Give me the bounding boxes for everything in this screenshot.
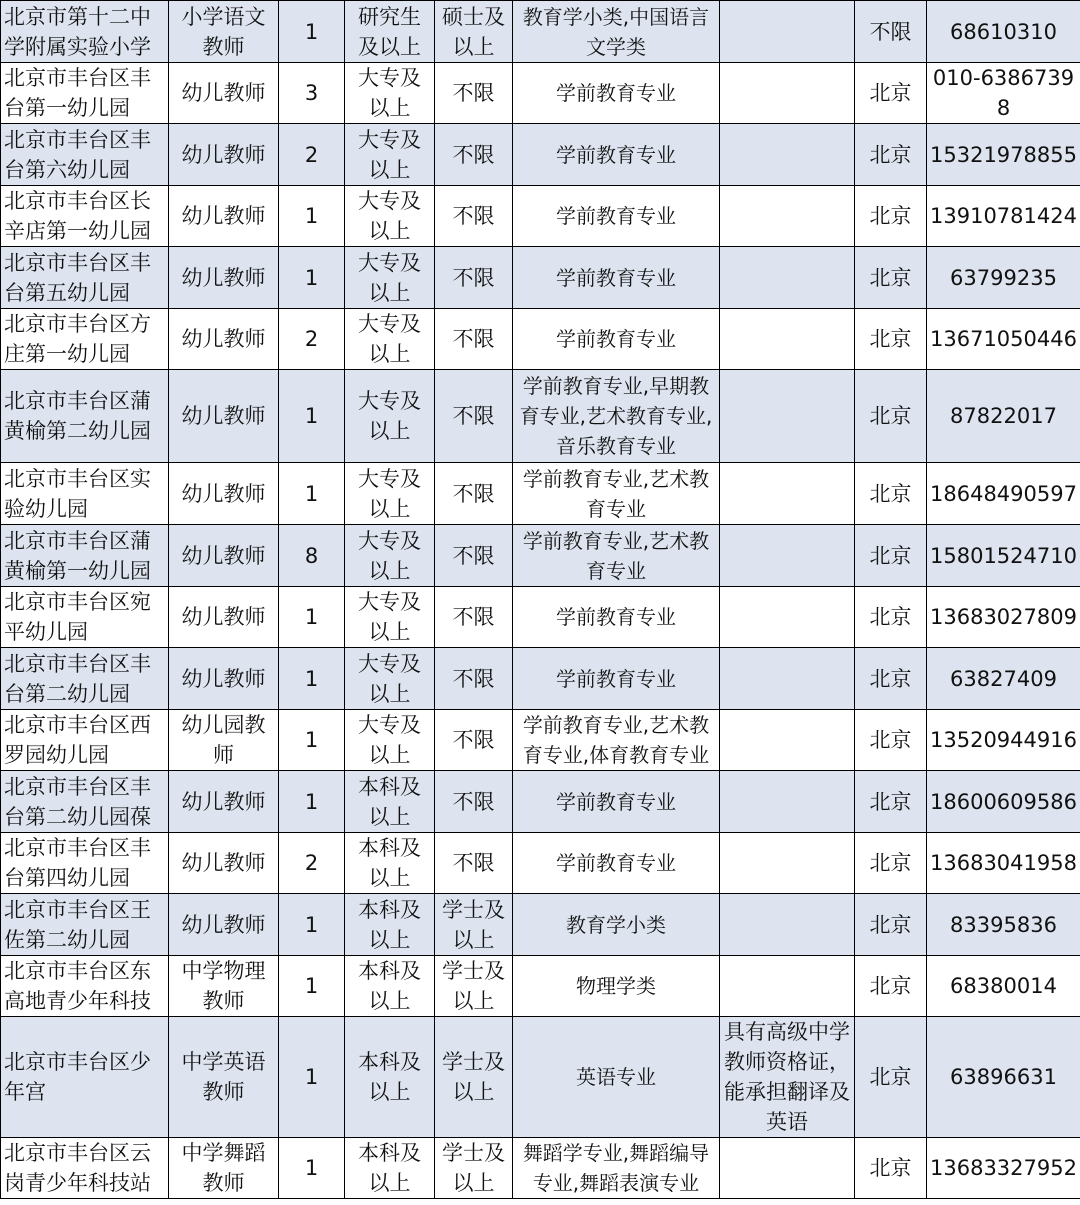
other-requirement-cell	[720, 1, 855, 63]
other-requirement-cell	[720, 771, 855, 833]
table-row	[1, 63, 1080, 124]
table-row	[1, 956, 1080, 1017]
unit-name-cell: 北京市丰台区丰台第四幼儿园	[1, 833, 169, 894]
major-cell: 学前教育专业	[513, 63, 720, 124]
household-cell: 北京	[855, 1138, 927, 1199]
table-row	[1, 710, 1080, 771]
headcount-cell: 1	[279, 771, 345, 833]
headcount-cell: 1	[279, 247, 345, 309]
phone-cell: 68380014	[927, 956, 1080, 1017]
education-cell: 大专及以上	[345, 186, 435, 247]
major-cell: 学前教育专业	[513, 309, 720, 370]
other-requirement-cell	[720, 309, 855, 370]
education-cell: 本科及以上	[345, 833, 435, 894]
degree-cell: 不限	[435, 247, 513, 309]
table-row	[1, 771, 1080, 833]
household-cell: 北京	[855, 771, 927, 833]
household-cell: 北京	[855, 710, 927, 771]
other-requirement-cell	[720, 186, 855, 247]
degree-cell: 不限	[435, 124, 513, 186]
phone-cell: 010-63867398	[927, 63, 1080, 124]
position-cell: 中学英语教师	[169, 1017, 279, 1138]
degree-cell: 不限	[435, 63, 513, 124]
other-requirement-cell	[720, 124, 855, 186]
unit-name-cell: 北京市丰台区云岗青少年科技站	[1, 1138, 169, 1199]
position-cell: 幼儿教师	[169, 833, 279, 894]
phone-cell: 13683041958	[927, 833, 1080, 894]
major-cell: 学前教育专业,艺术教育专业	[513, 525, 720, 587]
headcount-cell: 2	[279, 833, 345, 894]
other-requirement-cell	[720, 463, 855, 525]
other-requirement-cell	[720, 710, 855, 771]
table-row	[1, 309, 1080, 370]
table-row	[1, 648, 1080, 710]
education-cell: 大专及以上	[345, 710, 435, 771]
table-row	[1, 587, 1080, 648]
education-cell: 本科及以上	[345, 894, 435, 956]
headcount-cell: 1	[279, 1, 345, 63]
other-requirement-cell	[720, 525, 855, 587]
degree-cell: 学士及以上	[435, 1017, 513, 1138]
position-cell: 幼儿园教师	[169, 710, 279, 771]
education-cell: 大专及以上	[345, 587, 435, 648]
headcount-cell: 1	[279, 894, 345, 956]
other-requirement-cell	[720, 956, 855, 1017]
position-cell: 小学语文教师	[169, 1, 279, 63]
education-cell: 大专及以上	[345, 63, 435, 124]
position-cell: 幼儿教师	[169, 463, 279, 525]
degree-cell: 不限	[435, 771, 513, 833]
major-cell: 学前教育专业,艺术教育专业	[513, 463, 720, 525]
unit-name-cell: 北京市丰台区实验幼儿园	[1, 463, 169, 525]
education-cell: 本科及以上	[345, 1017, 435, 1138]
education-cell: 研究生及以上	[345, 1, 435, 63]
household-cell: 北京	[855, 124, 927, 186]
position-cell: 幼儿教师	[169, 894, 279, 956]
unit-name-cell: 北京市丰台区王佐第二幼儿园	[1, 894, 169, 956]
phone-cell: 87822017	[927, 370, 1080, 463]
headcount-cell: 8	[279, 525, 345, 587]
headcount-cell: 1	[279, 370, 345, 463]
household-cell: 北京	[855, 247, 927, 309]
other-requirement-cell	[720, 247, 855, 309]
headcount-cell: 1	[279, 1017, 345, 1138]
major-cell: 学前教育专业	[513, 124, 720, 186]
household-cell: 北京	[855, 956, 927, 1017]
position-cell: 幼儿教师	[169, 124, 279, 186]
table-row	[1, 124, 1080, 186]
degree-cell: 不限	[435, 370, 513, 463]
major-cell: 学前教育专业,早期教育专业,艺术教育专业,音乐教育专业	[513, 370, 720, 463]
household-cell: 北京	[855, 833, 927, 894]
unit-name-cell: 北京市丰台区长辛店第一幼儿园	[1, 186, 169, 247]
position-cell: 幼儿教师	[169, 247, 279, 309]
table-row	[1, 1138, 1080, 1199]
household-cell: 北京	[855, 525, 927, 587]
education-cell: 大专及以上	[345, 309, 435, 370]
other-requirement-cell	[720, 370, 855, 463]
major-cell: 学前教育专业	[513, 587, 720, 648]
household-cell: 北京	[855, 309, 927, 370]
table-row	[1, 1, 1080, 63]
unit-name-cell: 北京市第十二中学附属实验小学	[1, 1, 169, 63]
position-cell: 幼儿教师	[169, 370, 279, 463]
headcount-cell: 1	[279, 186, 345, 247]
major-cell: 学前教育专业	[513, 771, 720, 833]
unit-name-cell: 北京市丰台区丰台第一幼儿园	[1, 63, 169, 124]
other-requirement-cell	[720, 894, 855, 956]
unit-name-cell: 北京市丰台区蒲黄榆第一幼儿园	[1, 525, 169, 587]
phone-cell: 83395836	[927, 894, 1080, 956]
household-cell: 北京	[855, 587, 927, 648]
headcount-cell: 1	[279, 587, 345, 648]
headcount-cell: 3	[279, 63, 345, 124]
phone-cell: 63827409	[927, 648, 1080, 710]
education-cell: 本科及以上	[345, 956, 435, 1017]
major-cell: 舞蹈学专业,舞蹈编导专业,舞蹈表演专业	[513, 1138, 720, 1199]
major-cell: 英语专业	[513, 1017, 720, 1138]
education-cell: 本科及以上	[345, 1138, 435, 1199]
table-body	[1, 1, 1080, 1199]
phone-cell: 13683327952	[927, 1138, 1080, 1199]
degree-cell: 不限	[435, 833, 513, 894]
household-cell: 北京	[855, 186, 927, 247]
headcount-cell: 1	[279, 1138, 345, 1199]
phone-cell: 18600609586	[927, 771, 1080, 833]
table-row	[1, 186, 1080, 247]
position-cell: 幼儿教师	[169, 587, 279, 648]
degree-cell: 不限	[435, 648, 513, 710]
phone-cell: 13671050446	[927, 309, 1080, 370]
degree-cell: 不限	[435, 186, 513, 247]
other-requirement-cell	[720, 833, 855, 894]
phone-cell: 15801524710	[927, 525, 1080, 587]
unit-name-cell: 北京市丰台区西罗园幼儿园	[1, 710, 169, 771]
major-cell: 学前教育专业	[513, 648, 720, 710]
position-cell: 幼儿教师	[169, 63, 279, 124]
household-cell: 北京	[855, 63, 927, 124]
headcount-cell: 1	[279, 463, 345, 525]
phone-cell: 13520944916	[927, 710, 1080, 771]
major-cell: 学前教育专业	[513, 833, 720, 894]
household-cell: 北京	[855, 1017, 927, 1138]
education-cell: 大专及以上	[345, 463, 435, 525]
phone-cell: 18648490597	[927, 463, 1080, 525]
education-cell: 大专及以上	[345, 525, 435, 587]
degree-cell: 硕士及以上	[435, 1, 513, 63]
table-row	[1, 247, 1080, 309]
other-requirement-cell: 具有高级中学教师资格证，能承担翻译及英语	[720, 1017, 855, 1138]
degree-cell: 不限	[435, 309, 513, 370]
unit-name-cell: 北京市丰台区丰台第二幼儿园葆	[1, 771, 169, 833]
position-cell: 幼儿教师	[169, 771, 279, 833]
unit-name-cell: 北京市丰台区少年宫	[1, 1017, 169, 1138]
table-row	[1, 525, 1080, 587]
education-cell: 大专及以上	[345, 247, 435, 309]
phone-cell: 63896631	[927, 1017, 1080, 1138]
household-cell: 不限	[855, 1, 927, 63]
position-cell: 中学物理教师	[169, 956, 279, 1017]
table-row	[1, 894, 1080, 956]
major-cell: 学前教育专业,艺术教育专业,体育教育专业	[513, 710, 720, 771]
unit-name-cell: 北京市丰台区丰台第五幼儿园	[1, 247, 169, 309]
unit-name-cell: 北京市丰台区方庄第一幼儿园	[1, 309, 169, 370]
major-cell: 物理学类	[513, 956, 720, 1017]
other-requirement-cell	[720, 1138, 855, 1199]
phone-cell: 63799235	[927, 247, 1080, 309]
degree-cell: 学士及以上	[435, 894, 513, 956]
other-requirement-cell	[720, 587, 855, 648]
unit-name-cell: 北京市丰台区东高地青少年科技	[1, 956, 169, 1017]
position-cell: 幼儿教师	[169, 186, 279, 247]
degree-cell: 不限	[435, 525, 513, 587]
household-cell: 北京	[855, 894, 927, 956]
headcount-cell: 1	[279, 710, 345, 771]
degree-cell: 学士及以上	[435, 1138, 513, 1199]
degree-cell: 不限	[435, 710, 513, 771]
headcount-cell: 1	[279, 648, 345, 710]
household-cell: 北京	[855, 370, 927, 463]
other-requirement-cell	[720, 648, 855, 710]
education-cell: 大专及以上	[345, 124, 435, 186]
education-cell: 本科及以上	[345, 771, 435, 833]
position-cell: 中学舞蹈教师	[169, 1138, 279, 1199]
headcount-cell: 2	[279, 124, 345, 186]
position-cell: 幼儿教师	[169, 525, 279, 587]
education-cell: 大专及以上	[345, 370, 435, 463]
phone-cell: 13683027809	[927, 587, 1080, 648]
major-cell: 教育学小类,中国语言文学类	[513, 1, 720, 63]
degree-cell: 不限	[435, 463, 513, 525]
table-row	[1, 1017, 1080, 1138]
major-cell: 教育学小类	[513, 894, 720, 956]
position-cell: 幼儿教师	[169, 648, 279, 710]
phone-cell: 68610310	[927, 1, 1080, 63]
unit-name-cell: 北京市丰台区丰台第六幼儿园	[1, 124, 169, 186]
degree-cell: 不限	[435, 587, 513, 648]
phone-cell: 15321978855	[927, 124, 1080, 186]
education-cell: 大专及以上	[345, 648, 435, 710]
table-row	[1, 833, 1080, 894]
table-row	[1, 370, 1080, 463]
major-cell: 学前教育专业	[513, 247, 720, 309]
household-cell: 北京	[855, 648, 927, 710]
degree-cell: 学士及以上	[435, 956, 513, 1017]
headcount-cell: 1	[279, 956, 345, 1017]
headcount-cell: 2	[279, 309, 345, 370]
other-requirement-cell	[720, 63, 855, 124]
phone-cell: 13910781424	[927, 186, 1080, 247]
household-cell: 北京	[855, 463, 927, 525]
position-cell: 幼儿教师	[169, 309, 279, 370]
unit-name-cell: 北京市丰台区丰台第二幼儿园	[1, 648, 169, 710]
unit-name-cell: 北京市丰台区蒲黄榆第二幼儿园	[1, 370, 169, 463]
unit-name-cell: 北京市丰台区宛平幼儿园	[1, 587, 169, 648]
table-row	[1, 463, 1080, 525]
major-cell: 学前教育专业	[513, 186, 720, 247]
